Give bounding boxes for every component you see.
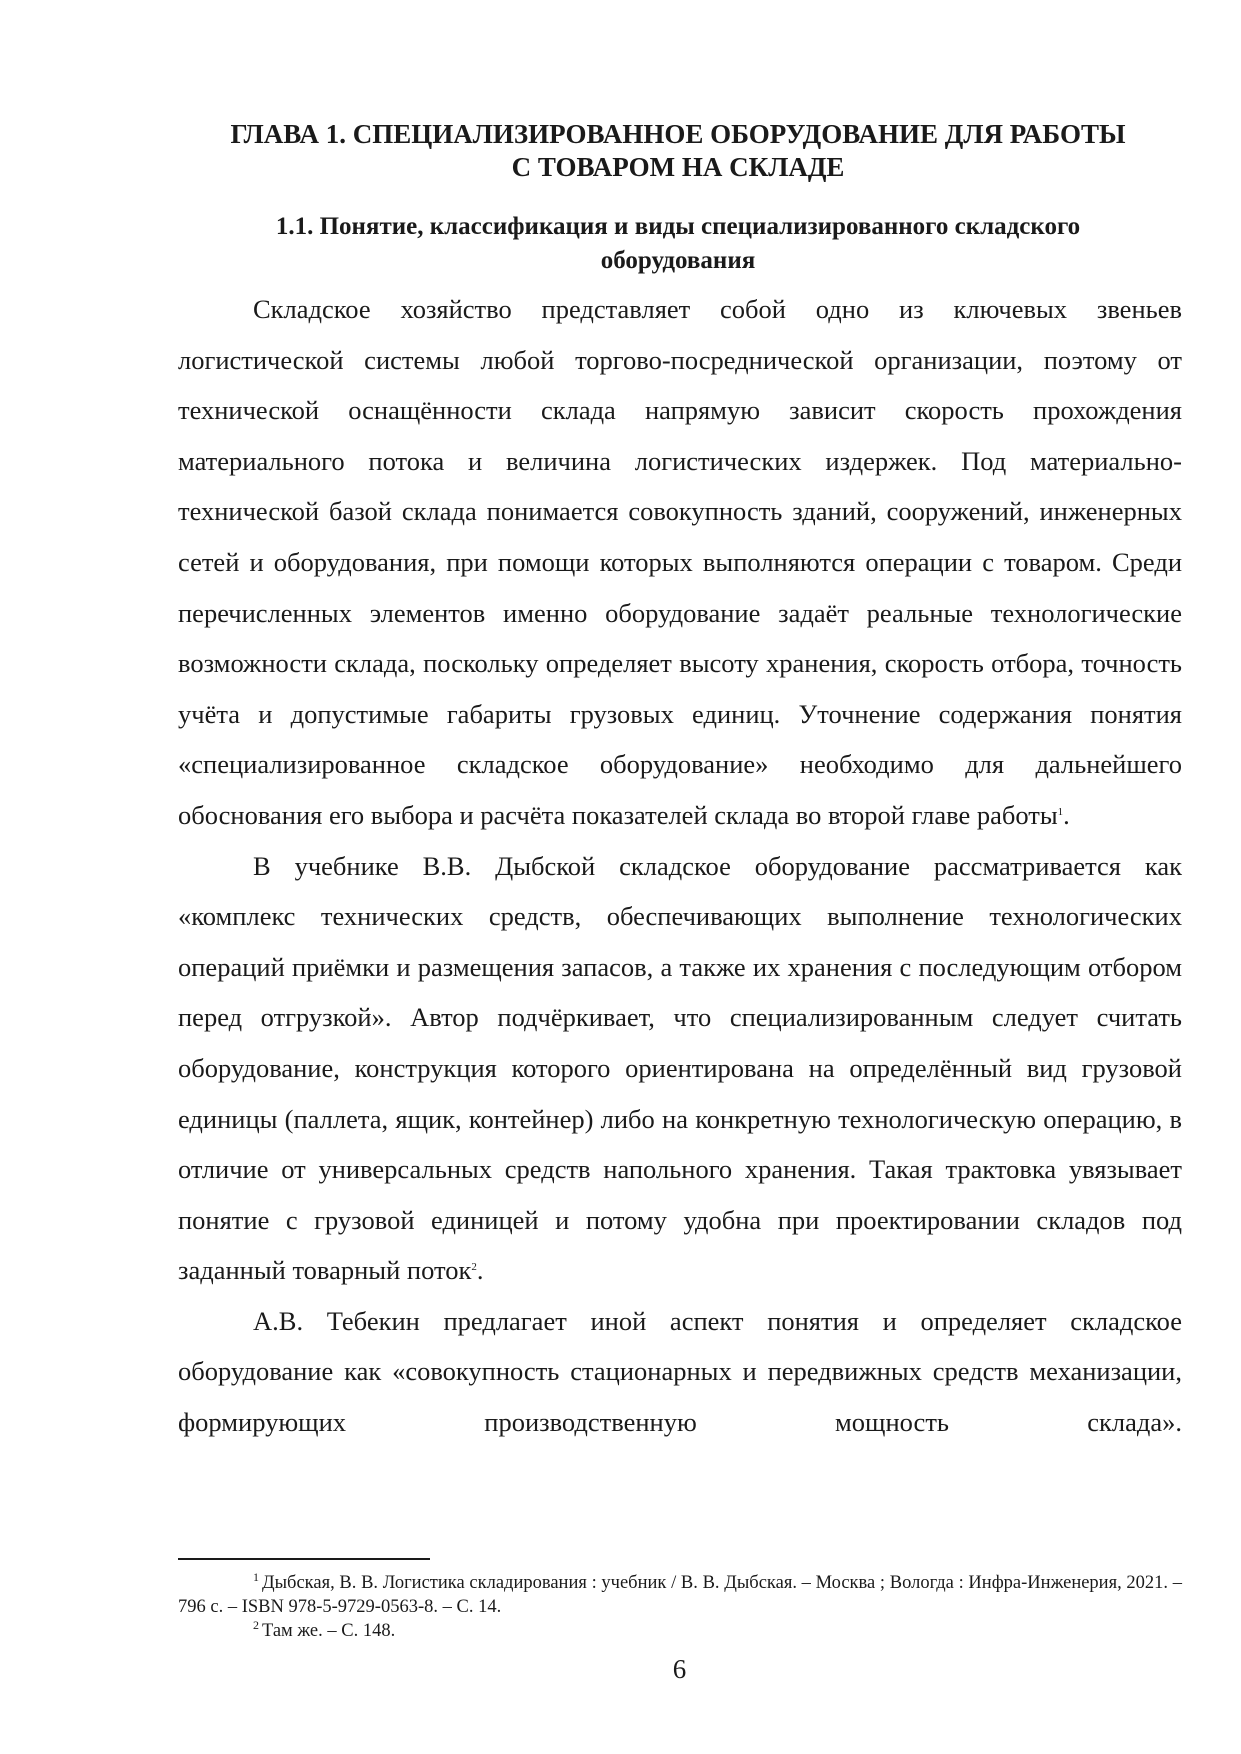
footnote-2-text: Там же. – С. 148. <box>262 1621 396 1641</box>
footnote-separator <box>178 1558 430 1560</box>
footnote-ref-2[interactable]: 2 <box>471 1261 477 1274</box>
footnote-2 <box>178 1619 1182 1643</box>
footnote-1-number: 1 <box>253 1570 259 1584</box>
footnotes <box>178 1571 1182 1643</box>
paragraph-1-tail: . <box>1063 799 1070 830</box>
footnote-ref-1[interactable]: 1 <box>1057 805 1064 818</box>
paragraph-1 <box>178 284 1182 841</box>
body-text <box>178 284 1182 1448</box>
section-title <box>178 210 1178 278</box>
chapter-title-line-2: С ТОВАРОМ НА СКЛАДЕ <box>511 152 845 182</box>
paragraph-2-tail: . <box>476 1255 484 1286</box>
paragraph-3-text: А.В. Тебекин предлагает иной аспект понятия и определяет складское оборудование как «совокупность стационарных и передвижных средств механизации, формирующих производственную мощность склада». <box>178 1305 1182 1438</box>
chapter-title-line-1: ГЛАВА 1. СПЕЦИАЛИЗИРОВАННОЕ ОБОРУДОВАНИЕ ДЛЯ РАБОТЫ <box>230 119 1126 149</box>
paragraph-2 <box>178 841 1182 1296</box>
chapter-title <box>178 118 1178 184</box>
section-title-line-1: 1.1. Понятие, классификация и виды специализированного складского <box>275 213 1081 240</box>
paragraph-1-text: Складское хозяйство представляет собой одно из ключевых звеньев логистической системы любой торгово-посреднической организации, поэтому от технической оснащённости склада напрямую зависит скорость прохождения материального потока и величина логистических издержек. Под материально-технической базой склада понимается совокупность зданий, сооружений, инженерных сетей и оборудования, при помощи которых выполняются операции с товаром. Среди перечисленных элементов именно оборудование задаёт реальные технологические возможности склада, поскольку определяет высоту хранения, скорость отбора, точность учёта и допустимые габариты грузовых единиц. Уточнение содержания понятия «специализированное складское оборудование» необходимо для дальнейшего обоснования его выбора и расчёта показателей склада во второй главе работы <box>178 294 1182 830</box>
section-title-line-2: оборудования <box>600 247 756 274</box>
footnote-2-number: 2 <box>253 1618 259 1632</box>
footnote-1-text: Дыбская, В. В. Логистика складирования : учебник / В. В. Дыбская. – Москва ; Вологда : Инфра-Инженерия, 2021. – 796 с. – ISBN 978-5-9729-0563-8. – С. 14. <box>178 1573 1182 1617</box>
paragraph-2-text: В учебнике В.В. Дыбской складское оборудование рассматривается как «комплекс технических средств, обеспечивающих выполнение технологических операций приёмки и размещения запасов, а также их хранения с последующим отбором перед отгрузкой». Автор подчёркивает, что специализированным следует считать оборудование, конструкция которого ориентирована на определённый вид грузовой единицы (паллета, ящик, контейнер) либо на конкретную технологическую операцию, в отличие от универсальных средств напольного хранения. Такая трактовка увязывает понятие с грузовой единицей и потому удобна при проектировании складов под заданный товарный поток <box>178 850 1182 1286</box>
footnote-1 <box>178 1571 1182 1619</box>
page-number: 6 <box>672 1654 687 1684</box>
paragraph-3 <box>178 1296 1182 1448</box>
